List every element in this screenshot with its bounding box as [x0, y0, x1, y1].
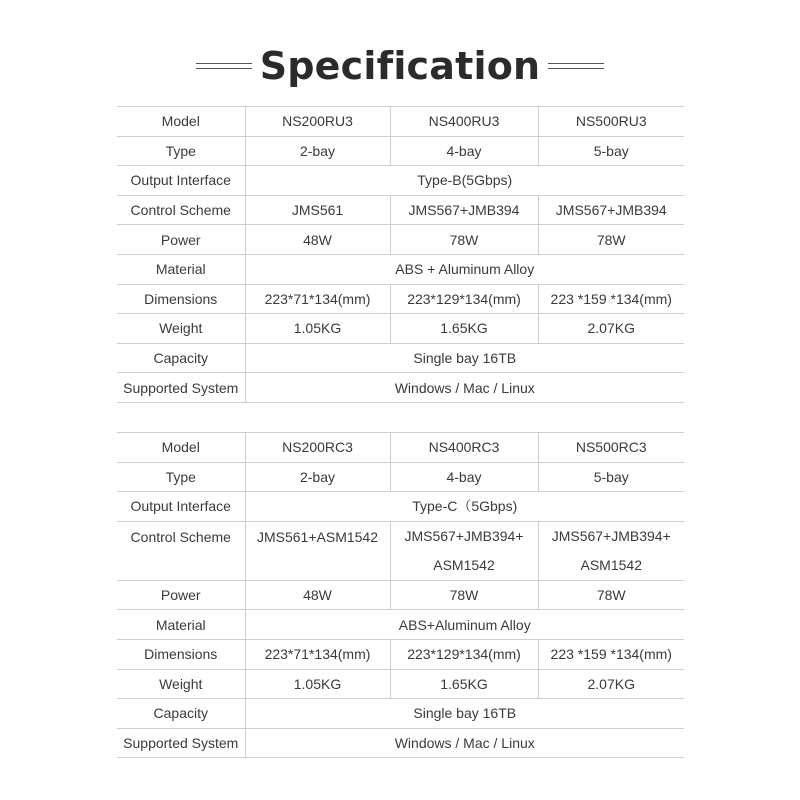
table-cell: NS400RC3 [390, 433, 538, 463]
table-row [117, 669, 684, 699]
table-row [117, 580, 684, 610]
table-row [117, 699, 684, 729]
table-cell-wrapped [538, 521, 684, 580]
table-cell: 5-bay [538, 136, 684, 166]
table-row [117, 610, 684, 640]
table-cell: 223*71*134(mm) [245, 639, 390, 669]
table-cell-merged: Type-C（5Gbps) [245, 492, 684, 522]
table-cell: 48W [245, 225, 390, 255]
cell-line: JMS567+JMB394+ [551, 527, 671, 544]
row-label: Weight [117, 669, 245, 699]
table-cell: 2-bay [245, 462, 390, 492]
table-row [117, 433, 684, 463]
table-cell: 78W [390, 225, 538, 255]
table-row [117, 728, 684, 758]
table-cell: 78W [390, 580, 538, 610]
table-row [117, 521, 684, 580]
row-label: Control Scheme [117, 195, 245, 225]
table-row [117, 284, 684, 314]
table-cell-merged: Single bay 16TB [245, 343, 684, 373]
table-cell: 1.65KG [390, 669, 538, 699]
table-row [117, 314, 684, 344]
cell-line: ASM1542 [433, 556, 495, 573]
table-cell: 223*71*134(mm) [245, 284, 390, 314]
table-row [117, 195, 684, 225]
row-label: Material [117, 610, 245, 640]
table-cell-merged: ABS + Aluminum Alloy [245, 254, 684, 284]
row-label: Model [117, 107, 245, 137]
row-label: Weight [117, 314, 245, 344]
row-label: Power [117, 225, 245, 255]
spec-table-rc3 [117, 432, 684, 758]
row-label: Type [117, 462, 245, 492]
table-row [117, 373, 684, 403]
table-row [117, 639, 684, 669]
spec-table-ru3 [117, 106, 684, 403]
row-label: Supported System [117, 728, 245, 758]
table-cell: 223 *159 *134(mm) [538, 639, 684, 669]
table-cell-merged: Type-B(5Gbps) [245, 166, 684, 196]
table-cell: 78W [538, 225, 684, 255]
title-rule-right [548, 63, 604, 69]
table-cell: 223*129*134(mm) [390, 284, 538, 314]
table-row [117, 225, 684, 255]
row-label: Capacity [117, 699, 245, 729]
row-label: Model [117, 433, 245, 463]
table-cell-wrapped [390, 521, 538, 580]
table-cell: 2.07KG [538, 669, 684, 699]
table-cell: 2.07KG [538, 314, 684, 344]
table-cell: 1.05KG [245, 314, 390, 344]
table-cell: NS400RU3 [390, 107, 538, 137]
cell-line: ASM1542 [580, 556, 642, 573]
row-label: Dimensions [117, 284, 245, 314]
row-label: Supported System [117, 373, 245, 403]
row-label: Material [117, 254, 245, 284]
table-cell: NS200RU3 [245, 107, 390, 137]
table-cell: 78W [538, 580, 684, 610]
table-cell: JMS567+JMB394 [390, 195, 538, 225]
row-label: Power [117, 580, 245, 610]
table-cell: NS200RC3 [245, 433, 390, 463]
row-label: Output Interface [117, 166, 245, 196]
table-cell: 2-bay [245, 136, 390, 166]
table-cell: JMS567+JMB394 [538, 195, 684, 225]
table-cell: 1.05KG [245, 669, 390, 699]
table-cell: JMS561+ASM1542 [245, 521, 390, 580]
row-label: Type [117, 136, 245, 166]
table-row [117, 254, 684, 284]
table-cell: 4-bay [390, 136, 538, 166]
row-label: Control Scheme [117, 521, 245, 580]
table-row [117, 343, 684, 373]
table-cell: NS500RC3 [538, 433, 684, 463]
page-title: Specification [259, 44, 541, 88]
table-cell: 1.65KG [390, 314, 538, 344]
table-cell: NS500RU3 [538, 107, 684, 137]
cell-line: JMS567+JMB394+ [404, 527, 524, 544]
row-label: Capacity [117, 343, 245, 373]
table-row [117, 462, 684, 492]
table-cell-merged: ABS+Aluminum Alloy [245, 610, 684, 640]
title-bar [0, 38, 800, 94]
table-cell: 4-bay [390, 462, 538, 492]
table-cell-merged: Windows / Mac / Linux [245, 373, 684, 403]
table-cell: 5-bay [538, 462, 684, 492]
table-row [117, 492, 684, 522]
table-cell-merged: Single bay 16TB [245, 699, 684, 729]
table-cell: JMS561 [245, 195, 390, 225]
table-row [117, 136, 684, 166]
table-row [117, 166, 684, 196]
table-cell: 223*129*134(mm) [390, 639, 538, 669]
table-row [117, 107, 684, 137]
table-cell-merged: Windows / Mac / Linux [245, 728, 684, 758]
row-label: Dimensions [117, 639, 245, 669]
table-cell: 48W [245, 580, 390, 610]
title-rule-left [196, 63, 252, 69]
row-label: Output Interface [117, 492, 245, 522]
table-cell: 223 *159 *134(mm) [538, 284, 684, 314]
